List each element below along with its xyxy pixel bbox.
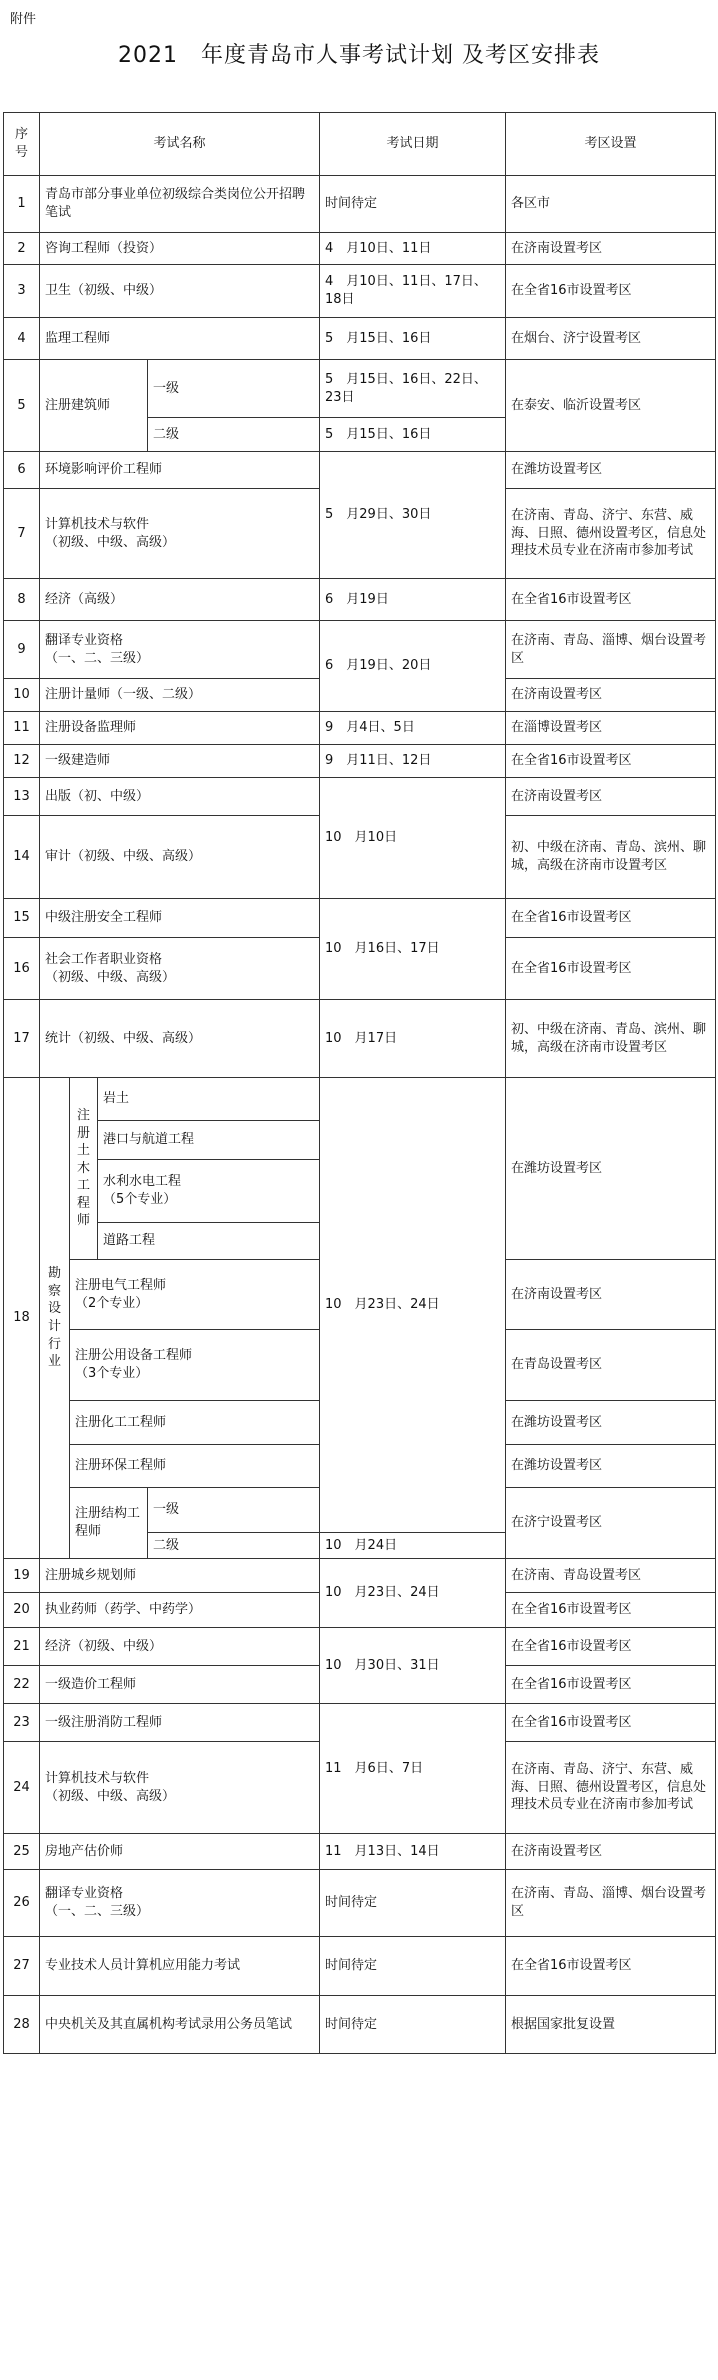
exam-venue: 在济南设置考区 — [506, 778, 716, 816]
exam-venue: 在济宁设置考区 — [506, 1488, 716, 1559]
exam-venue: 在淄博设置考区 — [506, 712, 716, 745]
exam-name: 注册计量师（一级、二级） — [40, 679, 320, 712]
header-no: 序号 — [4, 113, 40, 176]
exam-date: 5 月15日、16日 — [320, 318, 506, 360]
exam-name: 卫生（初级、中级） — [40, 265, 320, 318]
exam-sub-specialty: 道路工程 — [98, 1223, 320, 1260]
exam-venue: 在全省16市设置考区 — [506, 1628, 716, 1666]
table-row — [4, 318, 716, 360]
row-no: 14 — [4, 816, 40, 899]
table-row — [4, 712, 716, 745]
exam-name-line: 注册电气工程师 — [75, 1277, 167, 1293]
exam-name-line: （5个专业） — [103, 1192, 177, 1207]
exam-venue: 根据国家批复设置 — [506, 1996, 716, 2054]
exam-date: 11 月6日、7日 — [320, 1704, 506, 1834]
attachment-label: 附件 — [10, 12, 37, 27]
row-no: 17 — [4, 1000, 40, 1078]
exam-sub-specialty — [70, 1330, 320, 1401]
exam-name: 经济（高级） — [40, 579, 320, 621]
exam-name-line: （一、二、三级） — [45, 1904, 150, 1919]
exam-date: 6 月19日 — [320, 579, 506, 621]
table-row — [4, 1834, 716, 1870]
exam-name-line: 注册公用设备工程师 — [75, 1348, 193, 1364]
exam-name: 青岛市部分事业单位初级综合类岗位公开招聘笔试 — [40, 176, 320, 233]
row-no: 12 — [4, 745, 40, 778]
exam-venue: 在济南、青岛、淄博、烟台设置考区 — [506, 621, 716, 679]
table-row — [4, 233, 716, 265]
exam-sub-specialty: 注册环保工程师 — [70, 1445, 320, 1488]
table-row — [4, 745, 716, 778]
exam-date: 4 月10日、11日 — [320, 233, 506, 265]
row-no: 28 — [4, 1996, 40, 2054]
table-row — [4, 1870, 716, 1937]
exam-date: 10 月17日 — [320, 1000, 506, 1078]
exam-venue: 在全省16市设置考区 — [506, 899, 716, 938]
exam-date: 时间待定 — [320, 1937, 506, 1996]
group-label-text: 勘察设计行业 — [47, 1266, 61, 1370]
exam-name-line: （3个专业） — [75, 1366, 149, 1381]
exam-name: 审计（初级、中级、高级） — [40, 816, 320, 899]
exam-venue: 在潍坊设置考区 — [506, 1445, 716, 1488]
group-label — [40, 1078, 70, 1559]
exam-name-line: 社会工作者职业资格 — [45, 951, 163, 967]
exam-venue: 在青岛设置考区 — [506, 1330, 716, 1401]
exam-name — [40, 489, 320, 579]
exam-name-line: （初级、中级、高级） — [45, 534, 176, 550]
exam-name — [40, 1742, 320, 1834]
table-row — [4, 778, 716, 816]
exam-sub-specialty: 注册化工工程师 — [70, 1401, 320, 1445]
exam-name — [40, 1870, 320, 1937]
row-no: 6 — [4, 452, 40, 489]
exam-date: 5 月15日、16日、22日、23日 — [320, 360, 506, 418]
row-no: 5 — [4, 360, 40, 452]
exam-venue: 在潍坊设置考区 — [506, 1401, 716, 1445]
exam-date: 5 月15日、16日 — [320, 418, 506, 452]
exam-venue: 在潍坊设置考区 — [506, 1078, 716, 1260]
exam-venue: 在济南设置考区 — [506, 1260, 716, 1330]
exam-name: 执业药师（药学、中药学） — [40, 1593, 320, 1628]
exam-name: 咨询工程师（投资） — [40, 233, 320, 265]
exam-date: 时间待定 — [320, 176, 506, 233]
exam-venue: 在济南设置考区 — [506, 679, 716, 712]
row-no: 20 — [4, 1593, 40, 1628]
exam-name-line: （2个专业） — [75, 1295, 149, 1311]
exam-venue: 在全省16市设置考区 — [506, 938, 716, 1000]
exam-name — [40, 621, 320, 679]
civil-engineer-text: 注册土木工程师 — [76, 1108, 90, 1229]
exam-name: 一级建造师 — [40, 745, 320, 778]
table-row — [4, 452, 716, 489]
table-row — [4, 360, 716, 418]
row-no: 15 — [4, 899, 40, 938]
table-row — [4, 1078, 716, 1121]
row-no: 11 — [4, 712, 40, 745]
civil-engineer-label — [70, 1078, 98, 1260]
exam-sub-level: 二级 — [148, 418, 320, 452]
header-venue: 考区设置 — [506, 113, 716, 176]
exam-name: 房地产估价师 — [40, 1834, 320, 1870]
exam-sub-specialty: 岩土 — [98, 1078, 320, 1121]
exam-date: 9 月4日、5日 — [320, 712, 506, 745]
exam-name: 注册城乡规划师 — [40, 1559, 320, 1593]
exam-date: 10 月24日 — [320, 1533, 506, 1559]
row-no: 18 — [4, 1078, 40, 1559]
exam-name: 中央机关及其直属机构考试录用公务员笔试 — [40, 1996, 320, 2054]
exam-name: 监理工程师 — [40, 318, 320, 360]
table-row — [4, 1000, 716, 1078]
exam-name-line: 水利水电工程 — [103, 1174, 182, 1190]
exam-schedule-table — [3, 112, 716, 2054]
table-row — [4, 1704, 716, 1742]
exam-venue: 初、中级在济南、青岛、滨州、聊城，高级在济南市设置考区 — [506, 816, 716, 899]
row-no: 16 — [4, 938, 40, 1000]
exam-venue: 在济南、青岛、淄博、烟台设置考区 — [506, 1870, 716, 1937]
table-row — [4, 265, 716, 318]
exam-name-line: 计算机技术与软件 — [45, 1770, 150, 1786]
table-header-row — [4, 113, 716, 176]
exam-date: 6 月19日、20日 — [320, 621, 506, 712]
exam-date: 5 月29日、30日 — [320, 452, 506, 579]
table-row — [4, 1559, 716, 1593]
exam-name: 一级造价工程师 — [40, 1666, 320, 1704]
exam-date: 10 月10日 — [320, 778, 506, 899]
table-row — [4, 176, 716, 233]
table-row — [4, 621, 716, 679]
row-no: 9 — [4, 621, 40, 679]
table-row — [4, 1628, 716, 1666]
exam-name: 注册设备监理师 — [40, 712, 320, 745]
exam-name: 出版（初、中级） — [40, 778, 320, 816]
exam-venue: 在全省16市设置考区 — [506, 1937, 716, 1996]
exam-name-line: （一、二、三级） — [45, 650, 150, 666]
exam-venue: 在泰安、临沂设置考区 — [506, 360, 716, 452]
exam-name-line: （初级、中级、高级） — [45, 969, 176, 985]
exam-name: 一级注册消防工程师 — [40, 1704, 320, 1742]
exam-sub-specialty — [98, 1160, 320, 1223]
exam-date: 4 月10日、11日、17日、18日 — [320, 265, 506, 318]
exam-venue: 在烟台、济宁设置考区 — [506, 318, 716, 360]
exam-venue: 在济南、青岛设置考区 — [506, 1559, 716, 1593]
table-row — [4, 1996, 716, 2054]
exam-date: 9 月11日、12日 — [320, 745, 506, 778]
exam-date: 10 月23日、24日 — [320, 1078, 506, 1533]
header-date: 考试日期 — [320, 113, 506, 176]
exam-venue: 在潍坊设置考区 — [506, 452, 716, 489]
row-no: 22 — [4, 1666, 40, 1704]
exam-venue: 在全省16市设置考区 — [506, 1593, 716, 1628]
exam-venue: 在济南、青岛、济宁、东营、威海、日照、德州设置考区，信息处理技术员专业在济南市参加考试 — [506, 1742, 716, 1834]
exam-venue: 在全省16市设置考区 — [506, 1704, 716, 1742]
exam-venue: 在全省16市设置考区 — [506, 265, 716, 318]
row-no: 10 — [4, 679, 40, 712]
exam-name: 统计（初级、中级、高级） — [40, 1000, 320, 1078]
exam-name-line: 计算机技术与软件 — [45, 516, 150, 532]
exam-name: 经济（初级、中级） — [40, 1628, 320, 1666]
row-no: 25 — [4, 1834, 40, 1870]
exam-date: 10 月23日、24日 — [320, 1559, 506, 1628]
exam-name: 注册建筑师 — [40, 360, 148, 452]
table-row — [4, 899, 716, 938]
exam-venue: 在济南设置考区 — [506, 1834, 716, 1870]
row-no: 2 — [4, 233, 40, 265]
exam-sub-specialty: 注册结构工程师 — [70, 1488, 148, 1559]
exam-date: 10 月16日、17日 — [320, 899, 506, 1000]
exam-sub-specialty: 港口与航道工程 — [98, 1121, 320, 1160]
exam-name-line: 翻译专业资格 — [45, 1886, 124, 1902]
row-no: 19 — [4, 1559, 40, 1593]
row-no: 3 — [4, 265, 40, 318]
exam-name — [40, 938, 320, 1000]
row-no: 13 — [4, 778, 40, 816]
exam-date: 时间待定 — [320, 1870, 506, 1937]
exam-name: 环境影响评价工程师 — [40, 452, 320, 489]
exam-sub-level: 一级 — [148, 1488, 320, 1533]
row-no: 23 — [4, 1704, 40, 1742]
header-name: 考试名称 — [40, 113, 320, 176]
table-row — [4, 1937, 716, 1996]
row-no: 24 — [4, 1742, 40, 1834]
row-no: 27 — [4, 1937, 40, 1996]
exam-date: 11 月13日、14日 — [320, 1834, 506, 1870]
row-no: 1 — [4, 176, 40, 233]
exam-name-line: （初级、中级、高级） — [45, 1788, 176, 1804]
exam-sub-specialty — [70, 1260, 320, 1330]
exam-name: 专业技术人员计算机应用能力考试 — [40, 1937, 320, 1996]
row-no: 8 — [4, 579, 40, 621]
exam-venue: 在济南、青岛、济宁、东营、威海、日照、德州设置考区，信息处理技术员专业在济南市参加考试 — [506, 489, 716, 579]
table-row — [4, 579, 716, 621]
exam-venue: 初、中级在济南、青岛、滨州、聊城，高级在济南市设置考区 — [506, 1000, 716, 1078]
exam-date: 时间待定 — [320, 1996, 506, 2054]
exam-sub-level: 二级 — [148, 1533, 320, 1559]
exam-name: 中级注册安全工程师 — [40, 899, 320, 938]
exam-venue: 在全省16市设置考区 — [506, 579, 716, 621]
exam-sub-level: 一级 — [148, 360, 320, 418]
row-no: 4 — [4, 318, 40, 360]
exam-name-line: 翻译专业资格 — [45, 632, 124, 648]
row-no: 7 — [4, 489, 40, 579]
exam-date: 10 月30日、31日 — [320, 1628, 506, 1704]
exam-venue: 在济南设置考区 — [506, 233, 716, 265]
row-no: 26 — [4, 1870, 40, 1937]
page-title: 2021 年度青岛市人事考试计划 及考区安排表 — [118, 43, 600, 68]
exam-venue: 在全省16市设置考区 — [506, 1666, 716, 1704]
row-no: 21 — [4, 1628, 40, 1666]
exam-venue: 在全省16市设置考区 — [506, 745, 716, 778]
exam-venue: 各区市 — [506, 176, 716, 233]
